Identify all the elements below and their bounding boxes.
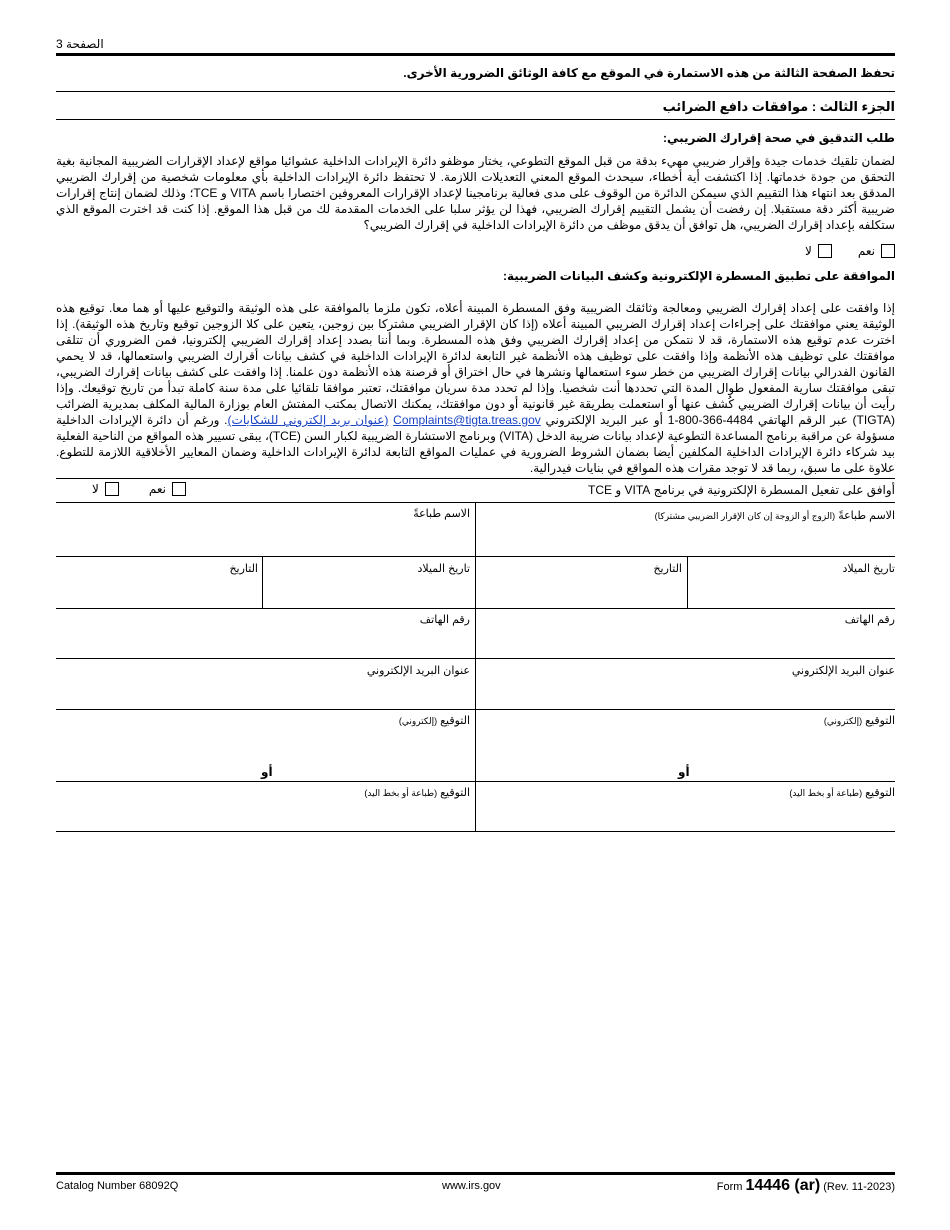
form-number-value: 14446 (ar) — [745, 1177, 821, 1194]
grid-divider-right-date — [687, 556, 688, 609]
quality-review-choice — [805, 244, 895, 258]
primary-name-field[interactable] — [413, 507, 470, 520]
spouse-birth-date-field[interactable] — [843, 562, 896, 575]
quality-review-text — [56, 153, 895, 233]
spouse-name-note: (الزوج أو الزوجة إن كان الإقرار الضريبي مشتركا) — [654, 511, 836, 521]
agreement-question: أوافق على تفعيل المسطرة الإلكترونية في برنامج VITA و TCE — [588, 483, 895, 497]
agreement-no-label: لا — [92, 482, 99, 496]
primary-phone-field[interactable] — [420, 613, 470, 626]
rule — [56, 478, 895, 479]
primary-name-label: الاسم طباعةً — [413, 508, 470, 520]
primary-signature-label: التوقيع — [440, 715, 470, 727]
spouse-birth-date-label: تاريخ الميلاد — [842, 563, 895, 575]
spouse-handwritten-note: (طباعة أو بخط اليد) — [789, 788, 863, 798]
primary-phone-label: رقم الهاتف — [419, 614, 470, 626]
primary-or-label: أو — [261, 765, 273, 779]
form-prefix: Form — [716, 1181, 743, 1193]
quality-review-title: طلب التدقيق في صحة إقرارك الضريبي: — [662, 131, 895, 145]
rule — [56, 91, 895, 92]
spouse-electronic-note: (إلكتروني) — [823, 716, 863, 726]
agreement-choice — [92, 482, 186, 496]
spouse-phone-label: رقم الهاتف — [844, 614, 895, 626]
primary-email-field[interactable] — [367, 664, 470, 677]
spouse-email-field[interactable] — [792, 664, 895, 677]
primary-birth-date-field[interactable] — [418, 562, 471, 575]
agreement-no-checkbox[interactable] — [105, 482, 119, 496]
quality-review-no-label: لا — [805, 244, 812, 258]
spouse-date-label: التاريخ — [653, 563, 682, 575]
primary-handwritten-note: (طباعة أو بخط اليد) — [364, 788, 438, 798]
tigta-email-note: (عنوان بريد إلكتروني للشكايات) — [227, 413, 389, 427]
primary-date-label: التاريخ — [229, 563, 258, 575]
quality-review-yes-checkbox[interactable] — [881, 244, 895, 258]
retention-instruction: تحفظ الصفحة الثالثة من هذه الاستمارة في الموقع مع كافة الوثائق الضرورية الأخرى. — [403, 66, 895, 80]
quality-review-yes-label: نعم — [857, 244, 875, 258]
consent-paragraph-part1: إذا وافقت على إعداد إقرارك الضريبي ومعالجة وثائقك الضريبية وفق المسطرة المبينة أعلاه، تكون ملزما بالموافقة على هذه الوثيقة والتوقيع عليها أو هما معا. توقيع هذه الوثيقة يعني موافقتك على إجراءات إعداد إقرارك الضريبي المبينة أعلاه (إذا كان الإقرار الضريبي مشتركا بين زوجين، يتعين على كلا الزوجين توقيع وتاريخ هذه الوثيقة). إذا اخترت عدم توقيع هذه الاستمارة، قد لا نتمكن من إعداد إقرارك الضريبي وفق هذه المسطرة. وبما أننا بصدد إعداد إقرارك الضريبي إلكترونيا، فمن الضروري أن تتلقى موافقتك على توظيف هذه الأنظمة وإذا وافقت على توظيف هذه الأنظمة غير التابعة لدائرة الإيرادات الداخلية في كشف بيانات أقرارك الضريبي واستعمالها، قد لا يحمي القانون الفدرالي بيانات إقرارك الضريبي من خطر سوء استعمالها ونشرها في حال اختراق أو قرصنة هذه الأنظمة دون علمنا. إذا وافقت على كشف بيانات إقرارك الضريبي، تبقى موافقتك سارية المفعول طوال المدة التي تحددها أنت شخصيا. وإذا لم تحدد مدة سريان موافقتك، تعتبر موافقا تلقائيا على مدة سنة كاملة تبدأ من تاريخ توقيعك. وإذا رأيت أن بيانات إقرارك الضريبي كُشف عنها أو استعملت بطريقة غير قانونية أو دون موافقتك، يمكنك الاتصال بمكتب المفتش العام بوزارة المالية المكلف بمديرية الضرائب (TIGTA) عبر الرقم الهاتفي 4484-366-800-1 أو عبر البريد الإلكتروني — [56, 301, 895, 427]
form-revision: (Rev. 11-2023) — [823, 1181, 895, 1193]
primary-email-label: عنوان البريد الإلكتروني — [366, 665, 470, 677]
spouse-or-label: أو — [678, 765, 690, 779]
consent-title: الموافقة على تطبيق المسطرة الإلكترونية وكشف البيانات الضريبية: — [502, 269, 895, 283]
primary-date-field[interactable] — [229, 562, 258, 575]
primary-birth-date-label: تاريخ الميلاد — [417, 563, 470, 575]
tigta-email-link[interactable]: Complaints@tigta.treas.gov — [393, 413, 541, 427]
quality-review-no-checkbox[interactable] — [818, 244, 832, 258]
consent-paragraph-part2: . ورغم أن دائرة الإيرادات الداخلية مسؤولة عن مراقبة برنامج المساعدة التطوعية لإعداد بيانات ضريبة الدخل (VITA) وبرنامج الاستشارة الضريبية لكبار السن (TCE)، يبقى تسيير هذه المواقع من الناحية الفعلية بيد شركاء دائرة الإيرادات الداخلية المكلفين أيضا بضمان الشروط الضرورية في عمليات المواقع التابعة لدائرة الإيرادات الداخلية وضمان المعايير الأخلاقية اللازمة للتطوع. علاوة على ما سبق، ربما قد لا توجد مقرات هذه المواقع في بنايات فيدرالية. — [56, 413, 895, 475]
grid-divider-center — [475, 502, 476, 832]
spouse-name-label: الاسم طباعةً — [838, 510, 895, 522]
footer-rule — [56, 1172, 895, 1175]
spouse-name-field[interactable] — [655, 509, 895, 522]
agreement-yes-label: نعم — [148, 482, 166, 496]
spouse-phone-field[interactable] — [845, 613, 895, 626]
primary-electronic-signature-field[interactable] — [399, 714, 470, 727]
quality-review-paragraph: لضمان تلقيك خدمات جيدة وإقرار ضريبي مهيء بدقة من قبل الموقع التطوعي، يختار موظفو دائرة الإيرادات الداخلية عشوائيا مواقع لإعداد الإقرارات الضريبية المجانية بغية التحقق من جودة خدماتها. إذا اكتشفت أية أخطاء، سيحدث الموقع المعني التعديلات اللازمة. لا تحتفظ دائرة الإيرادات الداخلية بأي معلومات شخصية من إقرارك الضريبي المدقق بعد انتهاء هذا التقييم الذي سيمكن الدائرة من الوقوف على مدى فعالية برنامجينا لإعداد الإقرارات المعروفين اختصارا باسم VITA و TCE؛ وذلك لضمان إنتاج إقرارات ضريبية أكثر دقة مستقبلا. إن رفضت أن يشمل التقييم إقرارك الضريبي، فهذا لن يؤثر سلبا على الخدمات المقدمة لك من قبل هذا الموقع. إذا كنت قد اخترت الموقع الذي ستكلفه بإعداد إقرارك الضريبي، هل توافق أن يدقق موظف من دائرة الإيرادات الداخلية في إقرارك الضريبي؟ — [56, 154, 895, 232]
website: www.irs.gov — [442, 1180, 501, 1192]
spouse-handwritten-signature-field[interactable] — [789, 786, 895, 799]
primary-signature-label: التوقيع — [440, 787, 470, 799]
consent-text — [56, 300, 895, 476]
rule — [56, 119, 895, 120]
spouse-signature-label: التوقيع — [865, 787, 895, 799]
spouse-electronic-signature-field[interactable] — [824, 714, 895, 727]
spouse-signature-label: التوقيع — [865, 715, 895, 727]
part3-title: الجزء الثالث : موافقات دافع الضرائب — [662, 99, 895, 114]
spouse-email-label: عنوان البريد الإلكتروني — [791, 665, 895, 677]
top-rule — [56, 53, 895, 56]
catalog-number: Catalog Number 68092Q — [56, 1180, 179, 1192]
primary-electronic-note: (إلكتروني) — [398, 716, 438, 726]
primary-handwritten-signature-field[interactable] — [364, 786, 470, 799]
spouse-date-field[interactable] — [653, 562, 682, 575]
form-number — [717, 1177, 895, 1195]
agreement-yes-checkbox[interactable] — [172, 482, 186, 496]
grid-divider-left-date — [262, 556, 263, 609]
page-label: الصفحة 3 — [56, 37, 104, 51]
